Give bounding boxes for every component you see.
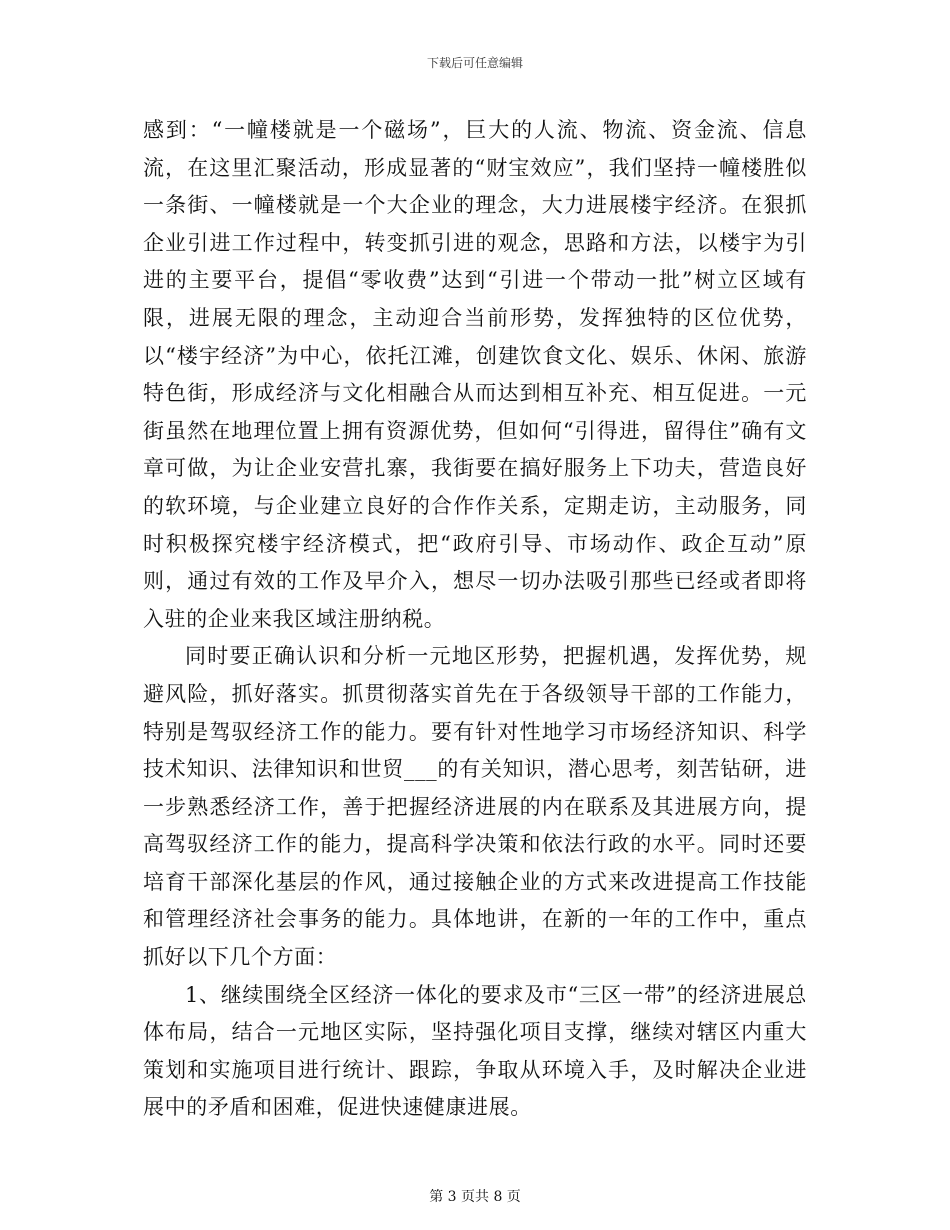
document-body	[143, 112, 807, 1127]
page-number: 第 3 页共 8 页	[429, 1189, 521, 1205]
paragraph-1: 感到：“一幢楼就是一个磁场”，巨大的人流、物流、资金流、信息流，在这里汇聚活动，形成显著的“财宝效应”，我们坚持一幢楼胜似一条街、一幢楼就是一个大企业的理念，大力进展楼宇经济。在狠抓企业引进工作过程中，转变抓引进的观念，思路和方法，以楼宇为引进的主要平台，提倡“零收费”达到“引进一个带动一批”树立区域有限，进展无限的理念，主动迎合当前形势，发挥独特的区位优势，以“楼宇经济”为中心，依托江滩，创建饮食文化、娱乐、休闲、旅游特色街，形成经济与文化相融合从而达到相互补充、相互促进。一元街虽然在地理位置上拥有资源优势，但如何“引得进，留得住”确有文章可做，为让企业安营扎寨，我街要在搞好服务上下功夫，营造良好的软环境，与企业建立良好的合作作关系，定期走访，主动服务，同时积极探究楼宇经济模式，把“政府引导、市场动作、政企互动”原则，通过有效的工作及早介入，想尽一切办法吸引那些已经或者即将入驻的企业来我区域注册纳税。	[143, 118, 807, 631]
page-header: 下载后可任意编辑	[426, 56, 523, 70]
paragraph-2: 同时要正确认识和分析一元地区形势，把握机遇，发挥优势，规避风险，抓好落实。抓贯彻落实首先在于各级领导干部的工作能力，特别是驾驭经济工作的能力。要有针对性地学习市场经济知识、科学技术知识、法律知识和世贸___的有关知识，潜心思考，刻苦钻研，进一步熟悉经济工作，善于把握经济进展的内在联系及其进展方向，提高驾驭经济工作的能力，提高科学决策和依法行政的水平。同时还要培育干部深化基层的作风，通过接触企业的方式来改进提高工作技能和管理经济社会事务的能力。具体地讲，在新的一年的工作中，重点抓好以下几个方面：	[143, 644, 807, 970]
paragraph-3: 1、继续围绕全区经济一体化的要求及市“三区一带”的经济进展总体布局，结合一元地区实际，坚持强化项目支撑，继续对辖区内重大策划和实施项目进行统计、跟踪，争取从环境入手，及时解决企业进展中的矛盾和困难，促进快速健康进展。	[143, 982, 807, 1120]
